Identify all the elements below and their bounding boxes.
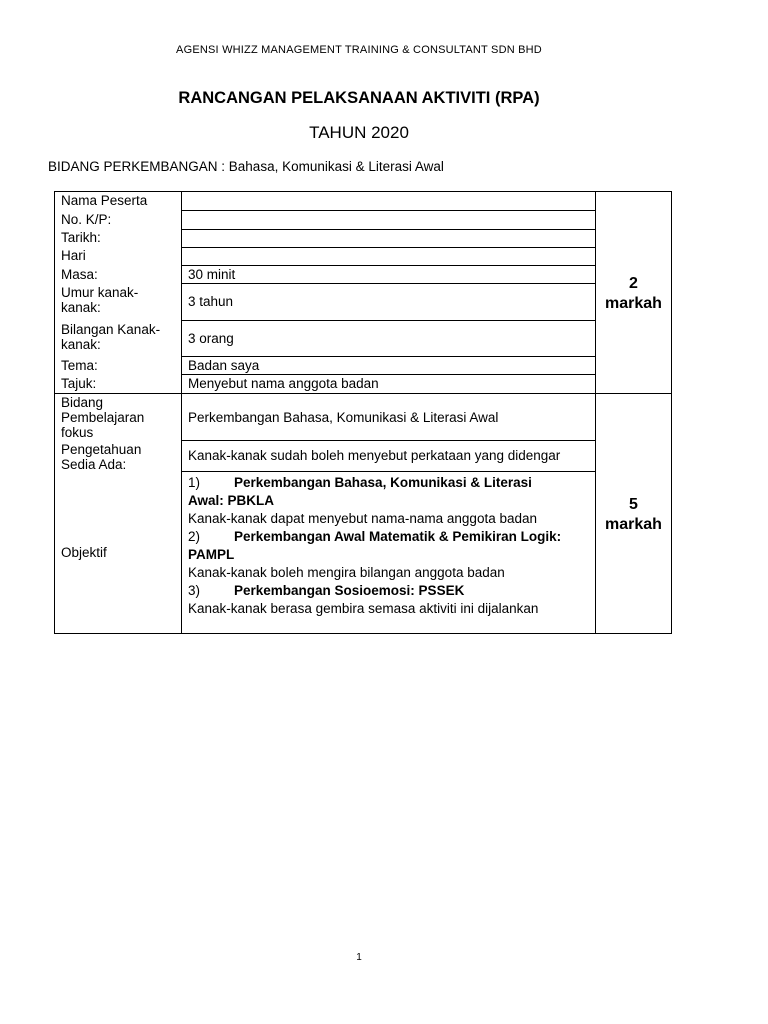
- label-masa: Masa:: [61, 267, 98, 282]
- label-nama-peserta: Nama Peserta: [61, 193, 148, 208]
- label-bilangan-line-1: Bilangan Kanak-: [61, 322, 161, 337]
- objektif-item-1-head-1: Perkembangan Bahasa, Komunikasi & Literasi: [234, 475, 532, 490]
- objektif-item-3-heading: [188, 582, 561, 600]
- label-umur: [61, 285, 138, 315]
- value-tajuk: Menyebut nama anggota badan: [188, 376, 379, 391]
- row-divider: [181, 320, 595, 321]
- row-divider: [181, 374, 595, 375]
- column-divider-markah: [595, 192, 596, 633]
- label-bilangan: [61, 322, 160, 352]
- label-tarikh: Tarikh:: [61, 230, 101, 245]
- markah-1-word: markah: [605, 295, 662, 312]
- objektif-item-3-number: 3): [188, 583, 201, 598]
- objektif-item-2-head-2: PAMPL: [188, 547, 235, 562]
- markah-2-number: 5: [629, 496, 638, 513]
- label-pengetahuan-line-1: Pengetahuan: [61, 442, 142, 457]
- value-bidang-fokus: Perkembangan Bahasa, Komunikasi & Literasi Awal: [188, 410, 499, 425]
- objektif-item-1-desc: Kanak-kanak dapat menyebut nama-nama anggota badan: [188, 511, 537, 526]
- objektif-item-2-head-1: Perkembangan Awal Matematik & Pemikiran Logik:: [234, 529, 562, 544]
- objektif-item-2-heading: [188, 528, 561, 546]
- markah-1-number: 2: [629, 275, 638, 292]
- markah-2-word: markah: [605, 516, 662, 533]
- row-divider: [181, 210, 595, 211]
- label-umur-line-2: kanak:: [61, 300, 101, 315]
- row-divider: [181, 440, 595, 441]
- label-bilangan-line-2: kanak:: [61, 337, 101, 352]
- objektif-item-2-desc: Kanak-kanak boleh mengira bilangan anggota badan: [188, 565, 505, 580]
- column-divider-label: [181, 192, 182, 633]
- markah-box-2: [595, 495, 672, 535]
- value-tema: Badan saya: [188, 358, 260, 373]
- document-year: TAHUN 2020: [309, 123, 409, 142]
- objektif-item-1-head-2: Awal: PBKLA: [188, 493, 275, 508]
- objektif-item-3-head-1: Perkembangan Sosioemosi: PSSEK: [234, 583, 465, 598]
- label-pengetahuan: [61, 442, 141, 472]
- rpa-table: [54, 191, 672, 634]
- value-bilangan: 3 orang: [188, 331, 234, 346]
- value-umur: 3 tahun: [188, 294, 234, 309]
- row-divider: [181, 247, 595, 248]
- label-umur-line-1: Umur kanak-: [61, 285, 139, 300]
- label-pengetahuan-line-2: Sedia Ada:: [61, 457, 127, 472]
- label-bidang-fokus-line-3: fokus: [61, 425, 94, 440]
- row-divider: [181, 471, 595, 472]
- objektif-item-2-number: 2): [188, 529, 201, 544]
- label-objektif: Objektif: [61, 545, 107, 560]
- objektif-item-1-heading: [188, 474, 561, 492]
- label-hari: Hari: [61, 248, 86, 263]
- value-pengetahuan: Kanak-kanak sudah boleh menyebut perkataan yang didengar: [188, 448, 561, 463]
- label-tajuk: Tajuk:: [61, 376, 97, 391]
- document-title: RANCANGAN PELAKSANAAN AKTIVITI (RPA): [178, 89, 540, 107]
- label-bidang-fokus-line-1: Bidang: [61, 395, 104, 410]
- row-divider-section: [55, 393, 672, 394]
- objektif-item-3-desc: Kanak-kanak berasa gembira semasa aktiviti ini dijalankan: [188, 601, 539, 616]
- row-divider: [181, 229, 595, 230]
- row-divider: [181, 356, 595, 357]
- label-bidang-fokus: [61, 395, 144, 440]
- label-bidang-fokus-line-2: Pembelajaran: [61, 410, 145, 425]
- label-no-kp: No. K/P:: [61, 212, 112, 227]
- objektif-item-1-number: 1): [188, 475, 201, 490]
- markah-box-1: [595, 274, 672, 314]
- label-tema: Tema:: [61, 358, 98, 373]
- row-divider: [181, 283, 595, 284]
- bidang-perkembangan: BIDANG PERKEMBANGAN : Bahasa, Komunikasi & Literasi Awal: [48, 159, 444, 174]
- agency-name: AGENSI WHIZZ MANAGEMENT TRAINING & CONSULTANT SDN BHD: [176, 44, 542, 56]
- row-divider: [181, 265, 595, 266]
- value-masa: 30 minit: [188, 267, 236, 282]
- page-number: 1: [356, 952, 362, 963]
- objektif-list: [188, 474, 561, 618]
